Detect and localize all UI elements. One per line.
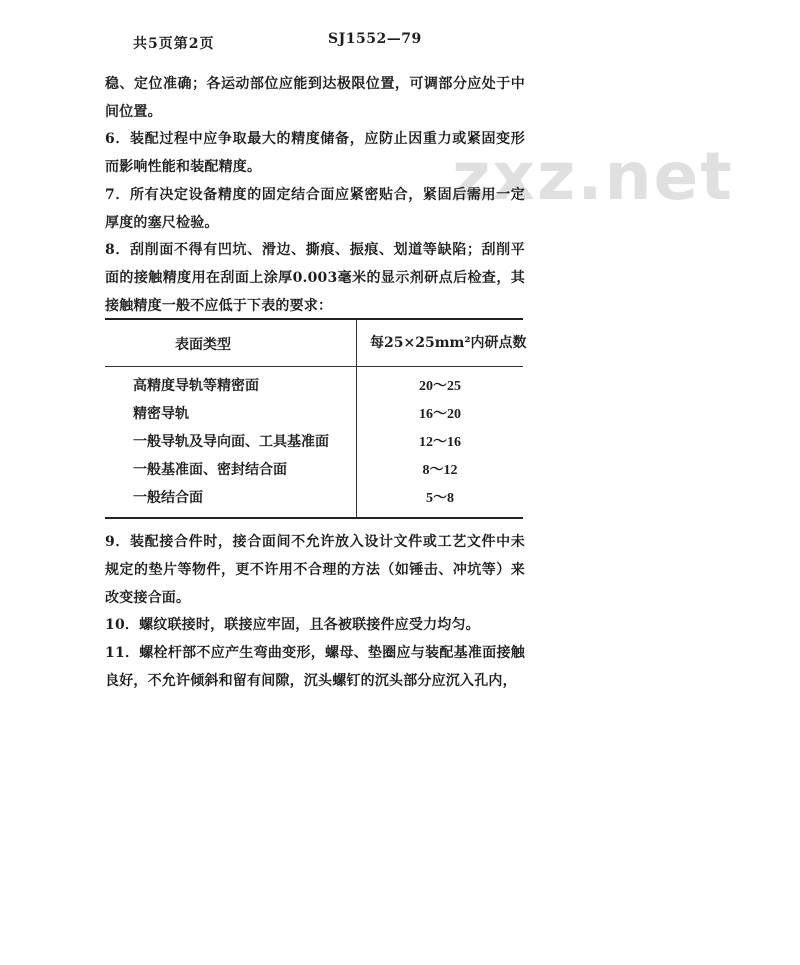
cell-spot-count: 8～12 <box>422 463 458 478</box>
paragraph-10: 10．螺纹联接时，联接应牢固，且各被联接件应受力均匀。 <box>105 617 480 633</box>
cell-spot-count: 16～20 <box>419 407 461 422</box>
table-row <box>0 459 800 487</box>
paragraph-8: 8．刮削面不得有凹坑、滑边、撕痕、振痕、划道等缺陷；刮削平面的接触精度用在刮面上涂厚0.003毫米的显示剂研点后检查，其接触精度一般不应低于下表的要求： <box>105 242 525 314</box>
cell-surface-type: 一般导轨及导向面、工具基准面 <box>133 434 329 450</box>
cell-surface-type: 高精度导轨等精密面 <box>133 378 259 394</box>
table-row <box>0 403 800 431</box>
paragraph-9: 9．装配接合件时，接合面间不允许放入设计文件或工艺文件中未规定的垫片等物件，更不许用不合理的方法（如锤击、冲坑等）来改变接合面。 <box>105 534 525 606</box>
cell-surface-type: 精密导轨 <box>133 406 189 422</box>
table-top-rule <box>105 318 523 320</box>
cell-spot-count: 5～8 <box>426 491 454 506</box>
paragraph-6: 6．装配过程中应争取最大的精度储备，应防止因重力或紧固变形而影响性能和装配精度。 <box>105 131 525 175</box>
table-row <box>0 431 800 459</box>
standard-code-header: SJ1552—79 <box>328 31 422 47</box>
page-count-header: 共5页第2页 <box>133 36 215 52</box>
cell-surface-type: 一般结合面 <box>133 490 203 506</box>
table-row <box>0 487 800 515</box>
table-row <box>0 375 800 403</box>
paragraph-7: 7．所有决定设备精度的固定结合面应紧密贴合，紧固后需用一定厚度的塞尺检验。 <box>105 187 525 231</box>
site-watermark: zxz.net <box>452 138 734 215</box>
column-header-surface-type: 表面类型 <box>175 337 231 353</box>
table-header-rule <box>105 366 523 367</box>
cell-surface-type: 一般基准面、密封结合面 <box>133 462 287 478</box>
paragraph-continued: 稳、定位准确；各运动部位应能到达极限位置，可调部分应处于中间位置。 <box>105 76 525 120</box>
column-header-spot-count: 每25×25mm²内研点数 <box>370 335 527 351</box>
paragraph-11: 11．螺栓杆部不应产生弯曲变形，螺母、垫圈应与装配基准面接触良好，不允许倾斜和留有间隙，沉头螺钉的沉头部分应沉入孔内， <box>105 645 525 689</box>
table-bottom-rule <box>105 517 523 519</box>
cell-spot-count: 20～25 <box>419 379 461 394</box>
cell-spot-count: 12～16 <box>419 435 461 450</box>
